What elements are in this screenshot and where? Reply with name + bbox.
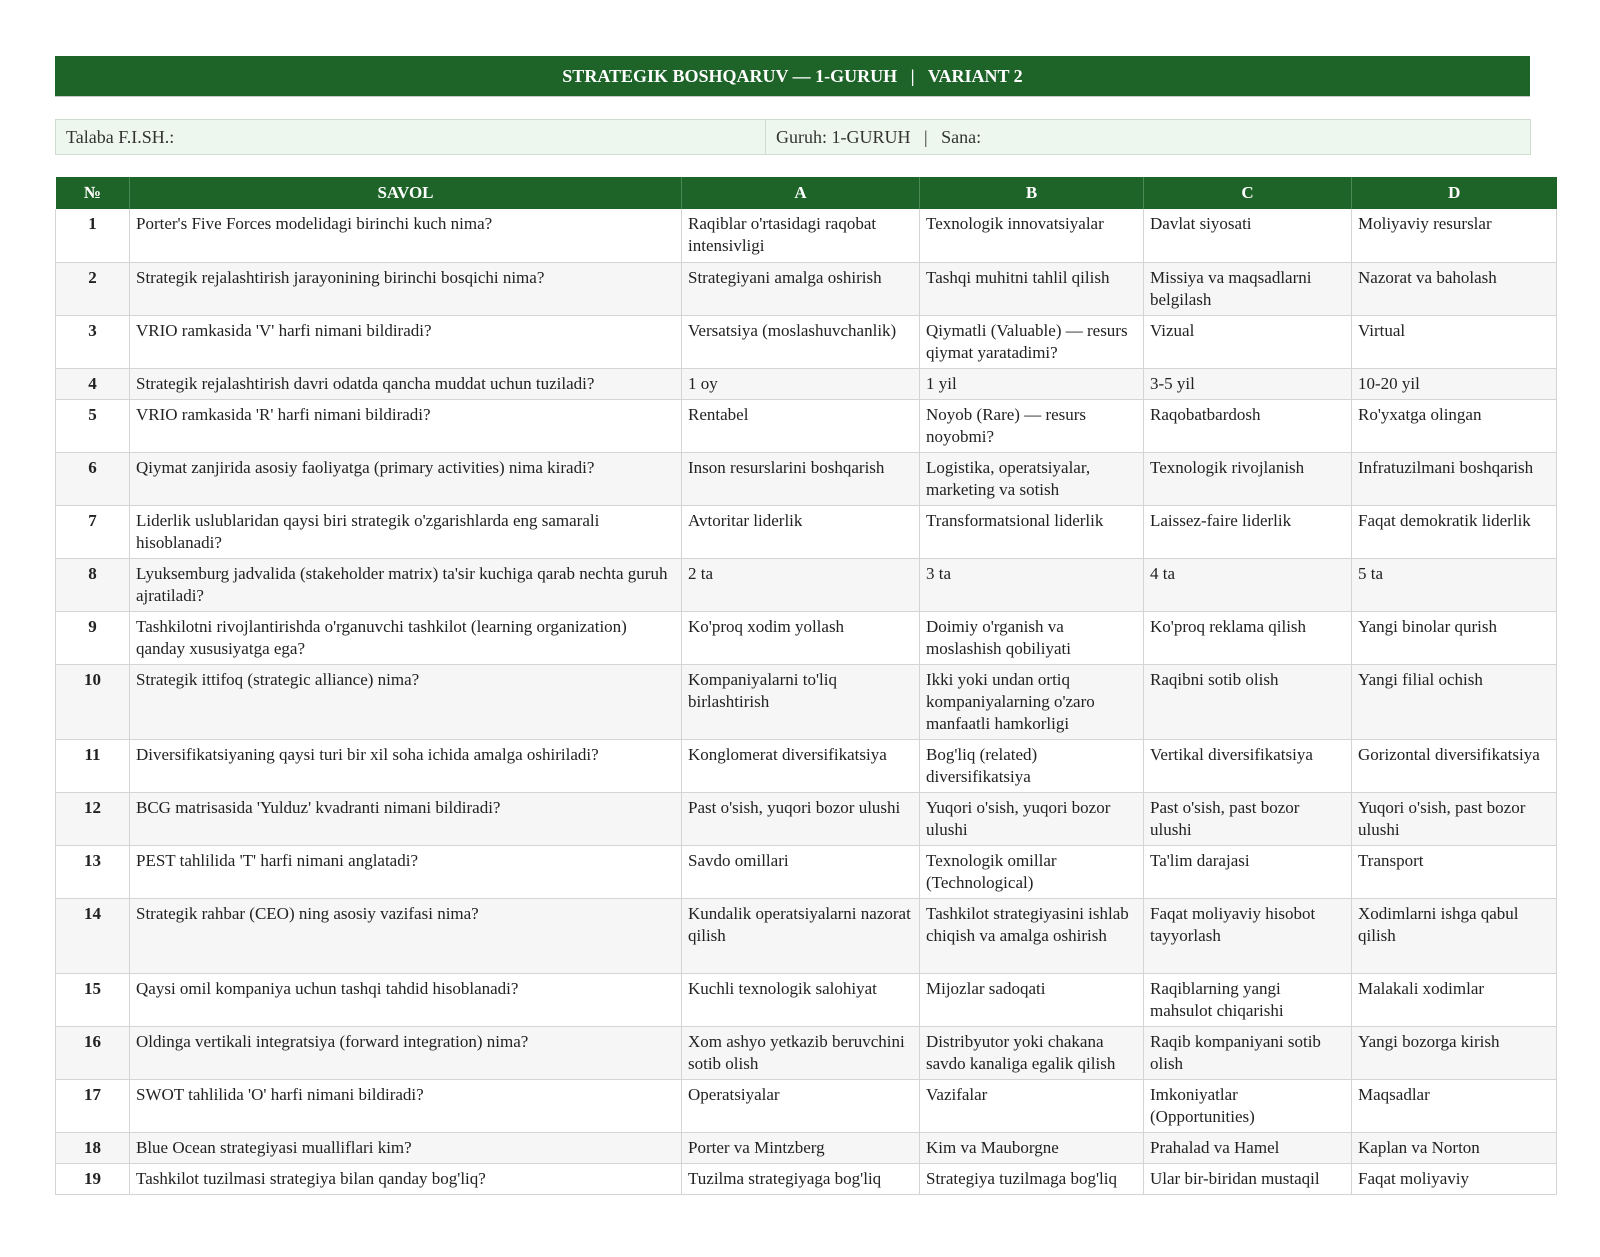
header-option-a: A — [682, 177, 920, 209]
table-row — [56, 792, 1557, 845]
option-a: Tuzilma strategiyaga bog'liq — [682, 1163, 920, 1194]
question-number: 3 — [56, 315, 130, 368]
option-a: Versatsiya (moslashuvchanlik) — [682, 315, 920, 368]
option-b: Noyob (Rare) — resurs noyobmi? — [920, 399, 1144, 452]
option-b: Logistika, operatsiyalar, marketing va sotish — [920, 452, 1144, 505]
option-a: 1 oy — [682, 368, 920, 399]
option-b: Texnologik omillar (Technological) — [920, 845, 1144, 898]
question-text: Qiymat zanjirida asosiy faoliyatga (primary activities) nima kiradi? — [130, 452, 682, 505]
table-row — [56, 611, 1557, 664]
question-text: BCG matrisasida 'Yulduz' kvadranti nimani bildiradi? — [130, 792, 682, 845]
table-row — [56, 399, 1557, 452]
option-d: Malakali xodimlar — [1352, 973, 1557, 1026]
table-row — [56, 1026, 1557, 1079]
question-number: 4 — [56, 368, 130, 399]
question-number: 1 — [56, 209, 130, 262]
option-a: Kuchli texnologik salohiyat — [682, 973, 920, 1026]
question-text: Strategik rejalashtirish davri odatda qancha muddat uchun tuziladi? — [130, 368, 682, 399]
question-text: Diversifikatsiyaning qaysi turi bir xil soha ichida amalga oshiriladi? — [130, 739, 682, 792]
option-d: Nazorat va baholash — [1352, 262, 1557, 315]
table-row — [56, 973, 1557, 1026]
table-row — [56, 262, 1557, 315]
option-c: Davlat siyosati — [1144, 209, 1352, 262]
page-title — [55, 56, 1530, 97]
question-number: 5 — [56, 399, 130, 452]
option-c: Vertikal diversifikatsiya — [1144, 739, 1352, 792]
question-number: 19 — [56, 1163, 130, 1194]
option-c: Missiya va maqsadlarni belgilash — [1144, 262, 1352, 315]
question-text: VRIO ramkasida 'R' harfi nimani bildiradi? — [130, 399, 682, 452]
question-text: VRIO ramkasida 'V' harfi nimani bildiradi? — [130, 315, 682, 368]
question-text: Strategik ittifoq (strategic alliance) nima? — [130, 664, 682, 739]
option-a: Inson resurslarini boshqarish — [682, 452, 920, 505]
option-a: Raqiblar o'rtasidagi raqobat intensivligi — [682, 209, 920, 262]
header-question: SAVOL — [130, 177, 682, 209]
option-a: Savdo omillari — [682, 845, 920, 898]
option-a: Konglomerat diversifikatsiya — [682, 739, 920, 792]
question-text: PEST tahlilida 'T' harfi nimani anglatadi? — [130, 845, 682, 898]
option-c: Raqib kompaniyani sotib olish — [1144, 1026, 1352, 1079]
option-b: Strategiya tuzilmaga bog'liq — [920, 1163, 1144, 1194]
question-text: Lyuksemburg jadvalida (stakeholder matrix) ta'sir kuchiga qarab nechta guruh ajratiladi? — [130, 558, 682, 611]
question-text: Strategik rejalashtirish jarayonining birinchi bosqichi nima? — [130, 262, 682, 315]
quiz-table-body — [56, 209, 1557, 1194]
table-row — [56, 368, 1557, 399]
option-d: Faqat demokratik liderlik — [1352, 505, 1557, 558]
option-a: Porter va Mintzberg — [682, 1132, 920, 1163]
option-c: Faqat moliyaviy hisobot tayyorlash — [1144, 898, 1352, 973]
option-c: 3-5 yil — [1144, 368, 1352, 399]
option-d: Gorizontal diversifikatsiya — [1352, 739, 1557, 792]
question-number: 14 — [56, 898, 130, 973]
question-number: 11 — [56, 739, 130, 792]
option-b: Transformatsional liderlik — [920, 505, 1144, 558]
question-number: 15 — [56, 973, 130, 1026]
question-number: 13 — [56, 845, 130, 898]
question-number: 12 — [56, 792, 130, 845]
option-d: Faqat moliyaviy — [1352, 1163, 1557, 1194]
option-c: Raqiblarning yangi mahsulot chiqarishi — [1144, 973, 1352, 1026]
table-row — [56, 558, 1557, 611]
question-number: 16 — [56, 1026, 130, 1079]
option-c: 4 ta — [1144, 558, 1352, 611]
option-d: Infratuzilmani boshqarish — [1352, 452, 1557, 505]
option-b: 3 ta — [920, 558, 1144, 611]
option-b: Bog'liq (related) diversifikatsiya — [920, 739, 1144, 792]
option-b: Mijozlar sadoqati — [920, 973, 1144, 1026]
option-b: Doimiy o'rganish va moslashish qobiliyati — [920, 611, 1144, 664]
option-c: Raqobatbardosh — [1144, 399, 1352, 452]
option-c: Past o'sish, past bozor ulushi — [1144, 792, 1352, 845]
option-b: Tashkilot strategiyasini ishlab chiqish va amalga oshirish — [920, 898, 1144, 973]
option-d: Yuqori o'sish, past bozor ulushi — [1352, 792, 1557, 845]
option-c: Ular bir-biridan mustaqil — [1144, 1163, 1352, 1194]
group-date-field — [766, 120, 1530, 154]
option-b: 1 yil — [920, 368, 1144, 399]
question-text: Tashkilotni rivojlantirishda o'rganuvchi tashkilot (learning organization) qanday xususiyatga ega? — [130, 611, 682, 664]
option-a: Strategiyani amalga oshirish — [682, 262, 920, 315]
option-d: Kaplan va Norton — [1352, 1132, 1557, 1163]
quiz-table — [55, 177, 1557, 1195]
option-a: Kompaniyalarni to'liq birlashtirish — [682, 664, 920, 739]
option-a: Avtoritar liderlik — [682, 505, 920, 558]
option-d: Xodimlarni ishga qabul qilish — [1352, 898, 1557, 973]
option-c: Vizual — [1144, 315, 1352, 368]
title-text: STRATEGIK BOSHQARUV — 1-GURUH | VARIANT 2 — [562, 65, 1023, 86]
table-row — [56, 664, 1557, 739]
option-a: Operatsiyalar — [682, 1079, 920, 1132]
option-d: Maqsadlar — [1352, 1079, 1557, 1132]
option-c: Texnologik rivojlanish — [1144, 452, 1352, 505]
table-row — [56, 898, 1557, 973]
option-c: Prahalad va Hamel — [1144, 1132, 1352, 1163]
header-option-d: D — [1352, 177, 1557, 209]
option-b: Texnologik innovatsiyalar — [920, 209, 1144, 262]
question-number: 6 — [56, 452, 130, 505]
question-number: 18 — [56, 1132, 130, 1163]
option-b: Qiymatli (Valuable) — resurs qiymat yaratadimi? — [920, 315, 1144, 368]
option-c: Laissez-faire liderlik — [1144, 505, 1352, 558]
option-b: Ikki yoki undan ortiq kompaniyalarning o'zaro manfaatli hamkorligi — [920, 664, 1144, 739]
table-row — [56, 845, 1557, 898]
question-number: 2 — [56, 262, 130, 315]
option-c: Ko'proq reklama qilish — [1144, 611, 1352, 664]
question-text: Liderlik uslublaridan qaysi biri strategik o'zgarishlarda eng samarali hisoblanadi? — [130, 505, 682, 558]
table-row — [56, 452, 1557, 505]
header-option-b: B — [920, 177, 1144, 209]
question-text: Tashkilot tuzilmasi strategiya bilan qanday bog'liq? — [130, 1163, 682, 1194]
question-text: Blue Ocean strategiyasi mualliflari kim? — [130, 1132, 682, 1163]
student-info-bar — [55, 119, 1531, 155]
table-row — [56, 1163, 1557, 1194]
group-date-label: Guruh: 1-GURUH | Sana: — [776, 127, 982, 147]
option-b: Vazifalar — [920, 1079, 1144, 1132]
student-name-field — [56, 120, 766, 154]
option-d: Yangi bozorga kirish — [1352, 1026, 1557, 1079]
table-row — [56, 1079, 1557, 1132]
question-number: 8 — [56, 558, 130, 611]
table-row — [56, 505, 1557, 558]
question-number: 10 — [56, 664, 130, 739]
question-text: Porter's Five Forces modelidagi birinchi kuch nima? — [130, 209, 682, 262]
table-header-row — [56, 177, 1557, 209]
option-d: 5 ta — [1352, 558, 1557, 611]
question-text: Strategik rahbar (CEO) ning asosiy vazifasi nima? — [130, 898, 682, 973]
option-b: Kim va Mauborgne — [920, 1132, 1144, 1163]
table-row — [56, 209, 1557, 262]
question-number: 17 — [56, 1079, 130, 1132]
option-a: Ko'proq xodim yollash — [682, 611, 920, 664]
table-row — [56, 739, 1557, 792]
question-text: SWOT tahlilida 'O' harfi nimani bildiradi? — [130, 1079, 682, 1132]
option-d: Yangi filial ochish — [1352, 664, 1557, 739]
question-text: Qaysi omil kompaniya uchun tashqi tahdid hisoblanadi? — [130, 973, 682, 1026]
option-d: Ro'yxatga olingan — [1352, 399, 1557, 452]
question-number: 9 — [56, 611, 130, 664]
option-a: Rentabel — [682, 399, 920, 452]
table-row — [56, 1132, 1557, 1163]
option-d: 10-20 yil — [1352, 368, 1557, 399]
option-a: Past o'sish, yuqori bozor ulushi — [682, 792, 920, 845]
option-c: Ta'lim darajasi — [1144, 845, 1352, 898]
option-b: Yuqori o'sish, yuqori bozor ulushi — [920, 792, 1144, 845]
option-a: Kundalik operatsiyalarni nazorat qilish — [682, 898, 920, 973]
table-row — [56, 315, 1557, 368]
option-b: Tashqi muhitni tahlil qilish — [920, 262, 1144, 315]
question-text: Oldinga vertikali integratsiya (forward integration) nima? — [130, 1026, 682, 1079]
option-c: Imkoniyatlar (Opportunities) — [1144, 1079, 1352, 1132]
header-option-c: C — [1144, 177, 1352, 209]
student-name-label: Talaba F.I.SH.: — [66, 127, 175, 147]
option-c: Raqibni sotib olish — [1144, 664, 1352, 739]
option-d: Moliyaviy resurslar — [1352, 209, 1557, 262]
option-b: Distribyutor yoki chakana savdo kanaliga egalik qilish — [920, 1026, 1144, 1079]
question-number: 7 — [56, 505, 130, 558]
option-a: Xom ashyo yetkazib beruvchini sotib olish — [682, 1026, 920, 1079]
option-d: Yangi binolar qurish — [1352, 611, 1557, 664]
header-number: № — [56, 177, 130, 209]
option-d: Virtual — [1352, 315, 1557, 368]
option-d: Transport — [1352, 845, 1557, 898]
option-a: 2 ta — [682, 558, 920, 611]
